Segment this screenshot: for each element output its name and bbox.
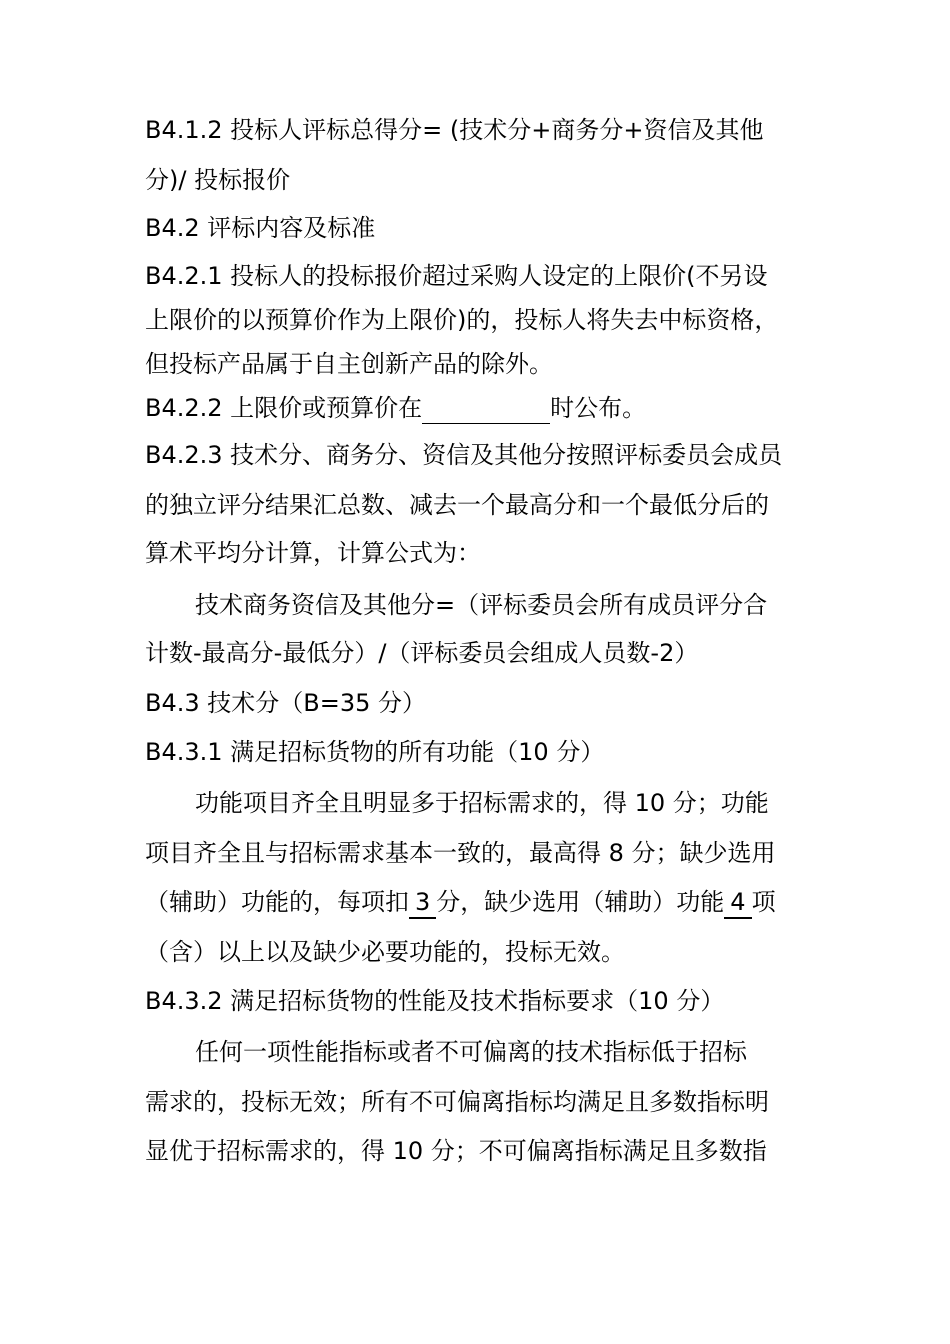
text-line-b431-a: 功能项目齐全且明显多于招标需求的，得 10 分；功能 xyxy=(195,789,769,817)
text-line-b423-a: B4.2.3 技术分、商务分、资信及其他分按照评标委员会成员 xyxy=(145,441,783,469)
b431-c-part2: 分，缺少选用（辅助）功能 xyxy=(436,888,725,916)
text-line-b432-b: 需求的，投标无效；所有不可偏离指标均满足且多数指标明 xyxy=(145,1088,769,1116)
underlined-value-4: 4 xyxy=(724,887,751,919)
text-line-b431-c xyxy=(145,887,776,919)
text-line-b432-c: 显优于招标需求的，得 10 分；不可偏离指标满足且多数指 xyxy=(145,1137,767,1165)
text-line-b431-b: 项目齐全且与招标需求基本一致的，最高得 8 分；缺少选用 xyxy=(145,839,776,867)
formula-line-b: 计数-最高分-最低分）/（评标委员会组成人员数-2） xyxy=(145,639,699,667)
b422-suffix: 时公布。 xyxy=(550,394,647,422)
b431-c-part3: 项 xyxy=(751,888,776,916)
underlined-value-3: 3 xyxy=(409,887,436,919)
b431-c-part1: （辅助）功能的，每项扣 xyxy=(145,888,409,916)
text-line-b421-b: 上限价的以预算价作为上限价)的，投标人将失去中标资格， xyxy=(145,306,779,334)
fill-in-blank xyxy=(422,393,550,424)
text-line-b432-a: 任何一项性能指标或者不可偏离的技术指标低于招标 xyxy=(195,1038,747,1066)
text-line-b422 xyxy=(145,393,646,424)
text-line-b423-c: 算术平均分计算，计算公式为： xyxy=(145,539,481,567)
text-line-b431-d: （含）以上以及缺少必要功能的，投标无效。 xyxy=(145,938,625,966)
formula-line-a: 技术商务资信及其他分=（评标委员会所有成员评分合 xyxy=(195,591,768,619)
section-heading-b431: B4.3.1 满足招标货物的所有功能（10 分） xyxy=(145,738,605,766)
section-heading-b43: B4.3 技术分（B=35 分） xyxy=(145,689,427,717)
section-heading-b432: B4.3.2 满足招标货物的性能及技术指标要求（10 分） xyxy=(145,987,725,1015)
text-line-b412-a: B4.1.2 投标人评标总得分= (技术分+商务分+资信及其他 xyxy=(145,116,764,144)
section-heading-b42: B4.2 评标内容及标准 xyxy=(145,214,376,242)
text-line-b423-b: 的独立评分结果汇总数、减去一个最高分和一个最低分后的 xyxy=(145,491,769,519)
text-line-b421-a: B4.2.1 投标人的投标报价超过采购人设定的上限价(不另设 xyxy=(145,262,768,290)
text-line-b421-c: 但投标产品属于自主创新产品的除外。 xyxy=(145,350,553,378)
text-line-b412-b: 分)/ 投标报价 xyxy=(145,166,291,194)
b422-prefix: B4.2.2 上限价或预算价在 xyxy=(145,394,423,422)
